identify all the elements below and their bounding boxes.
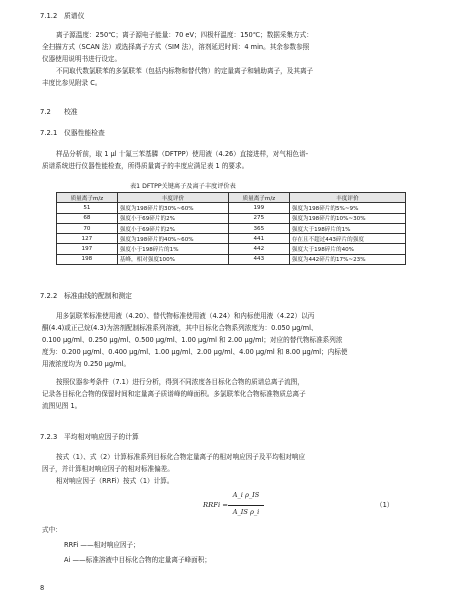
- table-cell: 强度为198碎片的40%~60%: [117, 234, 228, 244]
- paragraph-line: 相对响应因子（RRFi）按式（1）计算。: [56, 477, 174, 485]
- table-cell: 51: [57, 203, 118, 213]
- formula-numerator: A_i ρ_IS: [232, 491, 260, 499]
- paragraph-line: 0.100 μg/ml、0.250 μg/ml、0.500 μg/ml、1.00 μg/ml 和 2.00 μg/ml；对应的替代物标准系列浓: [42, 336, 343, 344]
- definition-line: Ai ——标准溶液中目标化合物的定量离子峰面积；: [64, 556, 211, 564]
- table-cell: 强度小于69碎片的2%: [117, 223, 228, 233]
- paragraph-line: 全扫描方式（SCAN 法）或选择离子方式（SIM 法），溶剂延迟时间：4 min。其余参数参照: [42, 43, 310, 51]
- table-cell: 365: [228, 223, 289, 233]
- paragraph-line: 因子，并计算相对响应因子的相对标准偏差。: [42, 465, 174, 473]
- paragraph-line: 流图见图 1。: [42, 402, 82, 410]
- paragraph-line: 用多氯联苯标准使用液（4.20）、替代物标准使用液（4.24）和内标使用液（4.22）以丙: [56, 312, 315, 320]
- table-cell: 275: [228, 213, 289, 223]
- table-cell: 127: [57, 234, 118, 244]
- column-header: 质量离子m/z: [228, 193, 289, 203]
- paragraph-line: 度为：0.200 μg/ml、0.400 μg/ml、1.00 μg/ml、2.00 μg/ml、4.00 μg/ml 和 8.00 μg/ml；内标使: [42, 348, 348, 356]
- table-cell: 强度为198碎片的10%~30%: [289, 213, 405, 223]
- formula-denominator: A_IS ρ_i: [232, 508, 260, 516]
- page-number: 8: [40, 584, 45, 592]
- table-cell: 443: [228, 254, 289, 264]
- paragraph-line: 用液浓度均为 0.250 μg/ml。: [42, 360, 131, 368]
- section-heading-7-2: 7.2 校准: [40, 108, 78, 116]
- table-cell: 强度为198碎片的5%~9%: [289, 203, 405, 213]
- table-cell: 197: [57, 244, 118, 254]
- table-cell: 442: [228, 244, 289, 254]
- table-row: [57, 203, 406, 213]
- column-header: 丰度评价: [117, 193, 228, 203]
- paragraph-line: 离子源温度：250℃；离子源电子能量：70 eV；四极杆温度：150℃；数据采集方式：: [56, 31, 313, 39]
- table-cell: 强度小于69碎片的2%: [117, 213, 228, 223]
- section-heading-7-1-2: 7.1.2 质谱仪: [40, 12, 85, 20]
- paragraph-line: 仪器使用说明书进行设定。: [42, 55, 122, 63]
- table-cell: 68: [57, 213, 118, 223]
- table-cell: 基峰，相对强度100%: [117, 254, 228, 264]
- table-row: [57, 234, 406, 244]
- paragraph-line: 丰度比参见附录 C。: [42, 79, 102, 87]
- table-cell: 强度为442碎片的17%~23%: [289, 254, 405, 264]
- table-cell: 70: [57, 223, 118, 233]
- section-heading-7-2-2: 7.2.2 标准曲线的配制和测定: [40, 292, 132, 300]
- table-row: [57, 244, 406, 254]
- table-row: [57, 223, 406, 233]
- paragraph-line: 记录各目标化合物的保留时间和定量离子质谱峰的峰面积。多氯联苯化合物标准物质总离子: [42, 390, 306, 398]
- table-cell: 存在且不超过443碎片的强度: [289, 234, 405, 244]
- paragraph-line: 不同取代数氯联苯的多氯联苯（包括内标物和替代物）的定量离子和辅助离子，及其离子: [56, 67, 314, 75]
- table-cell: 强度大于198碎片的1%: [289, 223, 405, 233]
- table-row: [57, 254, 406, 264]
- section-heading-7-2-1: 7.2.1 仪器性能检查: [40, 129, 105, 137]
- formula-lhs: RRFi =: [203, 501, 228, 509]
- table-cell: 441: [228, 234, 289, 244]
- table-cell: 强度小于198碎片的1%: [117, 244, 228, 254]
- table-row: [57, 213, 406, 223]
- paragraph-line: 样品分析前，取 1 μl 十氟三苯基膦（DFTPP）使用液（4.26）直接进样，对气相色谱-: [56, 150, 309, 158]
- paragraph-line: 酮(4.4)或正己烷(4.3)为溶剂配制标准系列溶液，其中目标化合物系列浓度为：0.050 μg/ml、: [42, 324, 318, 332]
- table-caption: 表1 DFTPP关键离子及离子丰度评价表: [130, 183, 236, 190]
- formula-number: （1）: [376, 501, 394, 509]
- paragraph-line: 按式（1）、式（2）计算标准系列目标化合物定量离子的相对响应因子及平均相对响应: [56, 453, 306, 461]
- table-cell: 199: [228, 203, 289, 213]
- section-heading-7-2-3: 7.2.3 平均相对响应因子的计算: [40, 433, 139, 441]
- column-header: 质量离子m/z: [57, 193, 118, 203]
- table-header-row: [57, 193, 406, 203]
- where-label: 式中：: [42, 526, 62, 534]
- dftpp-table: [56, 192, 406, 265]
- table-cell: 198: [57, 254, 118, 264]
- fraction-bar: [228, 505, 264, 506]
- table-cell: 强度大于198碎片的40%: [289, 244, 405, 254]
- definition-line: RRFi ——相对响应因子；: [64, 541, 140, 549]
- table-cell: 强度为198碎片的30%~60%: [117, 203, 228, 213]
- paragraph-line: 质谱系统进行仪器性能检查，所得质量离子的丰度应满足表 1 的要求。: [42, 162, 249, 170]
- column-header: 丰度评价: [289, 193, 405, 203]
- paragraph-line: 按照仪器参考条件（7.1）进行分析，得到不同浓度各目标化合物的质谱总离子流图，: [56, 378, 304, 386]
